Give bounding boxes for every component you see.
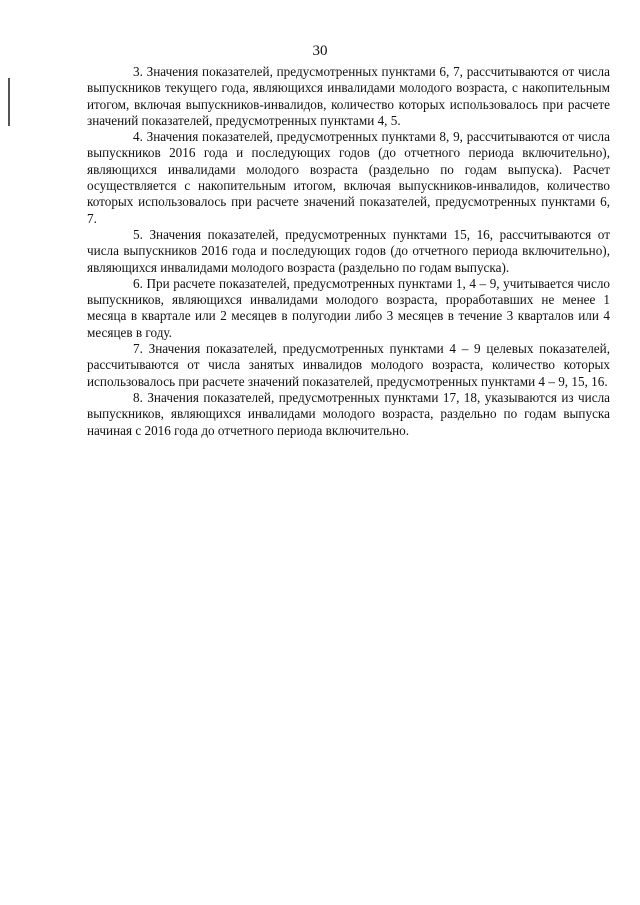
paragraph-7: 7. Значения показателей, предусмотренных пунктами 4 – 9 целевых показателей, рассчитываются от числа занятых инвалидов молодого возраста, количество которых использовалось при расчете значений показателей, предусмотренных пунктами 4 – 9, 15, 16.: [87, 341, 610, 389]
paragraph-6: 6. При расчете показателей, предусмотренных пунктами 1, 4 – 9, учитывается число выпускников, являющихся инвалидами молодого возраста, проработавших не менее 1 месяца в квартале или 2 месяцев в полугодии либо 3 месяцев в течение 3 кварталов или 4 месяцев в году.: [87, 275, 610, 340]
document-body: [87, 64, 610, 439]
paragraph-4: 4. Значения показателей, предусмотренных пунктами 8, 9, рассчитываются от числа выпускников 2016 года и последующих годов (до отчетного периода включительно), являющихся инвалидами молодого возраста (раздельно по годам выпуска). Расчет осуществляется с накопительным итогом, включая выпускников-инвалидов, количество которых использовалось при расчете значений показателей, предусмотренных пунктами 6, 7.: [87, 129, 610, 226]
paragraph-5: 5. Значения показателей, предусмотренных пунктами 15, 16, рассчитываются от числа выпускников 2016 года и последующих годов (до отчетного периода включительно), являющихся инвалидами молодого возраста (раздельно по годам выпуска).: [87, 226, 610, 275]
paragraph-3: 3. Значения показателей, предусмотренных пунктами 6, 7, рассчитываются от числа выпускников текущего года, являющихся инвалидами молодого возраста, с накопительным итогом, включая выпускников-инвалидов, количество которых использовалось при расчете значений показателей, предусмотренных пунктами 4, 5.: [87, 64, 610, 128]
page-number: 30: [312, 43, 328, 59]
paragraph-8: 8. Значения показателей, предусмотренных пунктами 17, 18, указываются из числа выпускников, являющихся инвалидами молодого возраста, раздельно по годам выпуска начиная с 2016 года до отчетного периода включительно.: [87, 389, 610, 438]
scan-margin-mark: [8, 78, 10, 126]
